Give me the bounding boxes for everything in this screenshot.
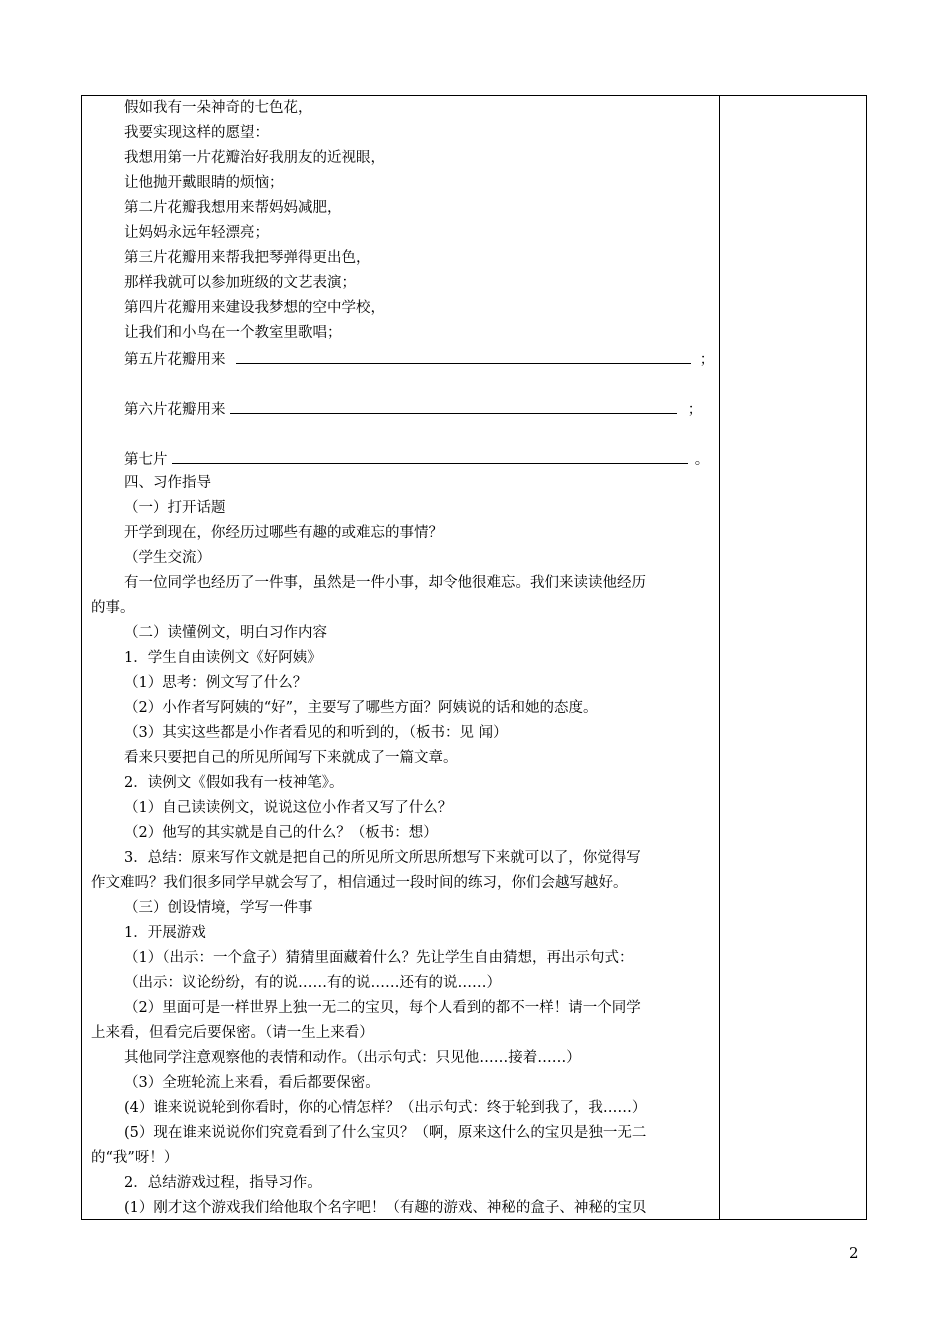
poem-line: 第二片花瓣我想用来帮妈妈减肥， [124,200,342,216]
poem-line: 让妈妈永远年轻漂亮； [124,225,269,241]
paragraph: 有一位同学也经历了一件事，虽然是一件小事，却令他很难忘。我们来读读他经历 [124,575,646,591]
poem-line: 第四片花瓣用来建设我梦想的空中学校， [124,300,385,316]
fill-prefix: 第六片花瓣用来 [124,402,226,418]
poem-line: 我要实现这样的愿望： [124,125,269,141]
subsection-heading: （三）创设情境，学写一件事 [124,900,313,916]
paragraph: （1）思考：例文写了什么？ [124,675,308,691]
lesson-content [91,96,715,1221]
fill-suffix: ； [687,402,703,418]
poem-line: 第三片花瓣用来帮我把琴弹得更出色， [124,250,371,266]
paragraph: 的事。 [91,600,135,616]
paragraph: （出示：议论纷纷，有的说……有的说……还有的说……） [124,975,501,991]
paragraph: （3）全班轮流上来看，看后都要保密。 [124,1075,380,1091]
answer-blank[interactable] [236,346,691,364]
paragraph: （学生交流） [124,550,211,566]
fill-in-line-6 [91,396,715,421]
paragraph: 1．学生自由读例文《好阿姨》 [124,650,322,666]
paragraph: （2）他写的其实就是自己的什么？（板书：想） [124,825,438,841]
paragraph: (4）谁来说说轮到你看时，你的心情怎样？（出示句式：终于轮到我了，我……） [124,1100,647,1116]
subsection-heading: （一）打开话题 [124,500,226,516]
fill-suffix: ； [699,352,715,368]
paragraph: (1）刚才这个游戏我们给他取个名字吧！（有趣的游戏、神秘的盒子、神秘的宝贝 [124,1200,647,1216]
paragraph: 作文难吗？我们很多同学早就会写了，相信通过一段时间的练习，你们会越写越好。 [91,875,628,891]
fill-prefix: 第七片 [124,452,168,468]
paragraph: 的“我”呀！） [91,1150,179,1166]
paragraph: （2）小作者写阿姨的“好”，主要写了哪些方面？阿姨说的话和她的态度。 [124,700,598,716]
poem-line: 让他抛开戴眼睛的烦恼； [124,175,284,191]
paragraph: 上来看，但看完后要保密。（请一生上来看） [91,1025,374,1041]
section-heading: 四、习作指导 [124,475,211,491]
paragraph: 1．开展游戏 [124,925,206,941]
paragraph: (5）现在谁来说说你们究竟看到了什么宝贝？（啊，原来这什么的宝贝是独一无二 [124,1125,647,1141]
table-column-divider [719,95,720,1220]
fill-in-line-5 [91,346,715,371]
fill-prefix: 第五片花瓣用来 [124,352,226,368]
fill-suffix: 。 [694,452,710,468]
poem-line: 我想用第一片花瓣治好我朋友的近视眼， [124,150,385,166]
page-number: 2 [849,1244,859,1262]
paragraph: 2．总结游戏过程，指导习作。 [124,1175,322,1191]
poem-line: 假如我有一朵神奇的七色花， [124,100,313,116]
answer-blank[interactable] [172,446,688,464]
paragraph: 开学到现在，你经历过哪些有趣的或难忘的事情？ [124,525,443,541]
poem-line: 让我们和小鸟在一个教室里歌唱； [124,325,342,341]
paragraph: （1）自己读读例文，说说这位小作者又写了什么？ [124,800,453,816]
fill-in-line-7 [91,446,715,471]
subsection-heading: （二）读懂例文，明白习作内容 [124,625,327,641]
paragraph: （3）其实这些都是小作者看见的和听到的，（板书：见 闻） [124,725,508,741]
paragraph: 3．总结：原来写作文就是把自己的所见所文所思所想写下来就可以了，你觉得写 [124,850,641,866]
paragraph: 看来只要把自己的所见所闻写下来就成了一篇文章。 [124,750,458,766]
paragraph: （2）里面可是一样世界上独一无二的宝贝，每个人看到的都不一样！请一个同学 [124,1000,641,1016]
poem-line: 那样我就可以参加班级的文艺表演； [124,275,356,291]
paragraph: （1）（出示：一个盒子）猜猜里面藏着什么？先让学生自由猜想，再出示句式： [124,950,634,966]
paragraph: 其他同学注意观察他的表情和动作。（出示句式：只见他……接着……） [124,1050,581,1066]
answer-blank[interactable] [230,396,677,414]
paragraph: 2．读例文《假如我有一枝神笔》。 [124,775,344,791]
